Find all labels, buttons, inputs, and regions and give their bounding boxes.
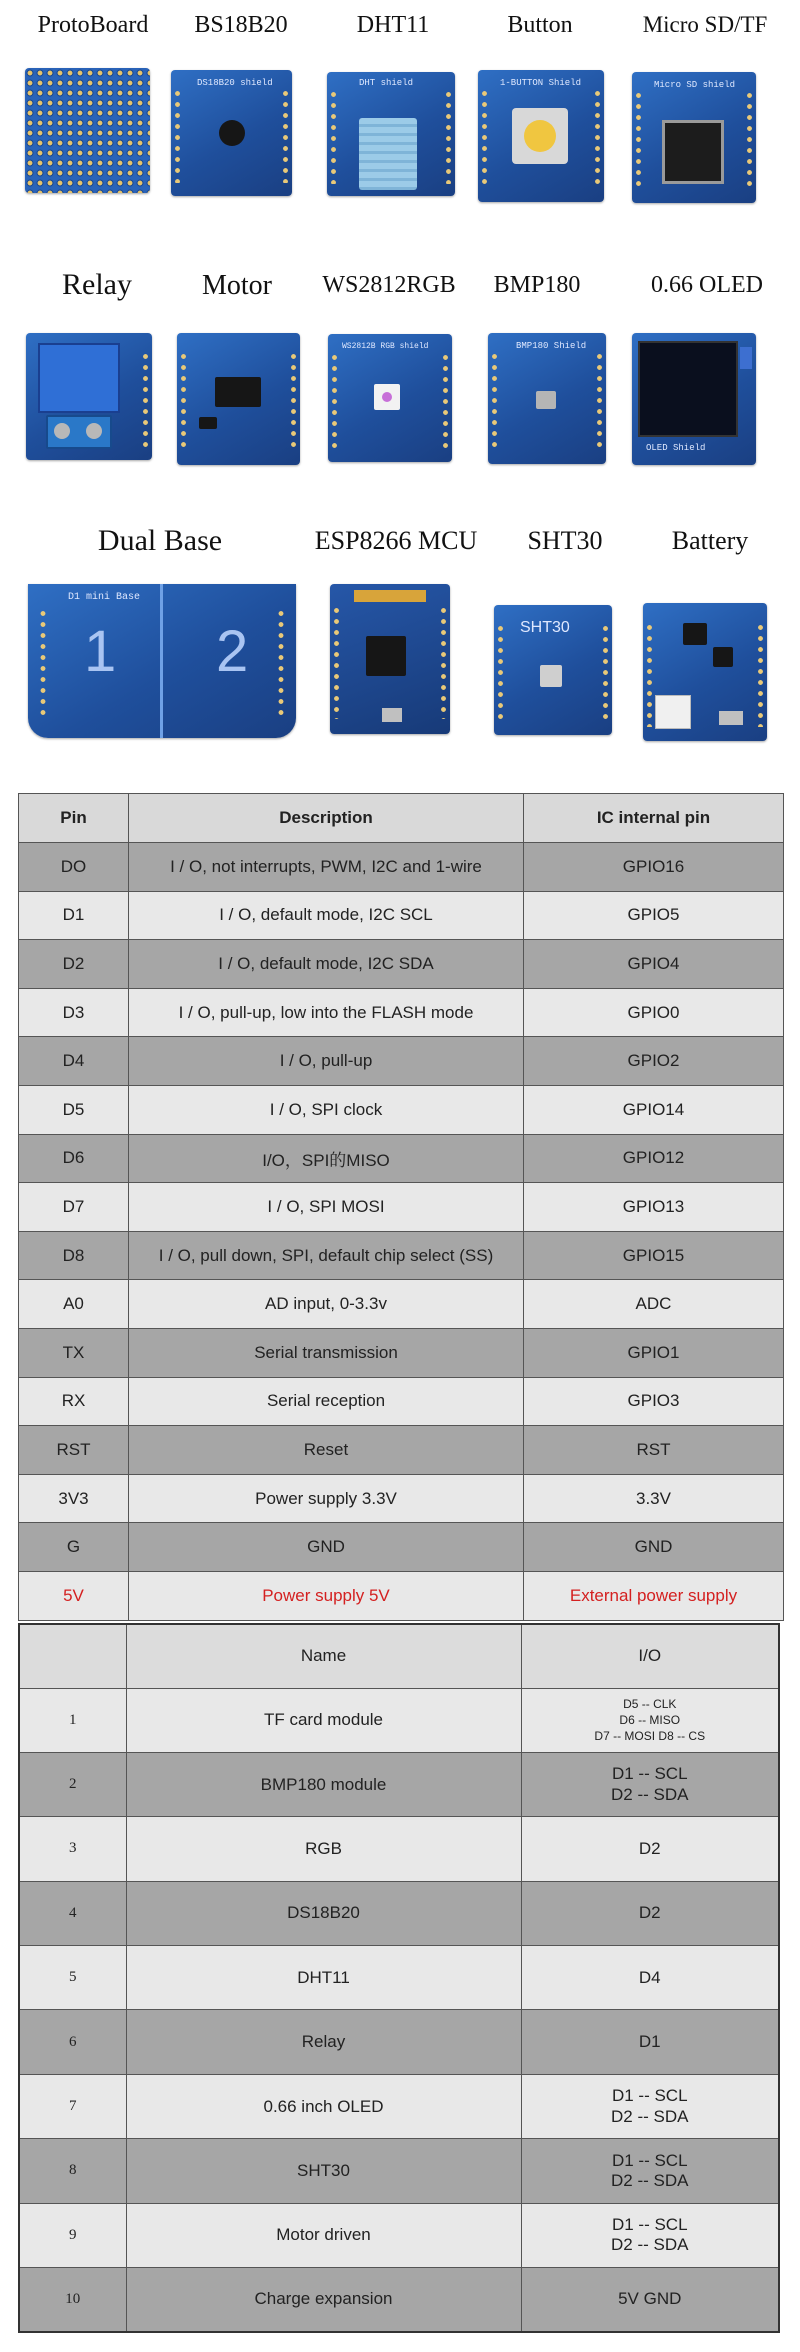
module-name-cell: RGB [126,1817,521,1881]
io-line: D7 -- MOSI D8 -- CS [594,1729,706,1744]
dht11-shield-image [327,72,455,196]
module-row [19,2074,779,2138]
module-name-cell: 0.66 inch OLED [126,2074,521,2138]
pin-cell: D5 [19,1085,129,1134]
motor-shield-image [177,333,300,465]
esp8266-image [330,584,450,734]
ic-pin-cell: GPIO0 [524,988,784,1037]
module-io-cell [521,2139,779,2203]
description-cell: I / O, pull down, SPI, default chip select (SS) [129,1231,524,1280]
pin-row [19,1037,784,1086]
io-line: D5 -- CLK [623,1696,677,1711]
io-line: 5V GND [618,2289,682,2309]
ic-pin-cell: GND [524,1523,784,1572]
ic-pin-cell: GPIO3 [524,1377,784,1426]
sht-silk: SHT30 [520,619,570,636]
description-cell: I / O, pull-up [129,1037,524,1086]
pin-cell: D4 [19,1037,129,1086]
title-button: Button [507,12,573,38]
header-number [19,1624,126,1688]
pin-cell: D6 [19,1134,129,1183]
micro-sd-shield-image [632,72,756,203]
pin-table [18,793,784,1621]
sd-silk: Micro SD shield [654,80,736,90]
module-row [19,2010,779,2074]
module-row [19,1946,779,2010]
io-line: D2 -- SDA [611,2170,689,2190]
description-cell: I / O, default mode, I2C SCL [129,891,524,940]
pin-cell: A0 [19,1280,129,1329]
io-line: D2 [638,1838,661,1858]
io-line: D1 [638,2031,661,2051]
pin-row [19,1280,784,1329]
header-io: I/O [521,1624,779,1688]
module-name-cell: Charge expansion [126,2268,521,2332]
description-cell: I / O, not interrupts, PWM, I2C and 1-wire [129,843,524,892]
oled-shield-image [632,333,756,465]
ws2812-shield-image [328,334,452,462]
module-number-cell: 3 [19,1817,126,1881]
ic-pin-cell: ADC [524,1280,784,1329]
pin-cell: D2 [19,940,129,989]
module-number-cell: 9 [19,2203,126,2267]
pin-row [19,843,784,892]
module-name-cell: Motor driven [126,2203,521,2267]
ic-pin-cell: GPIO15 [524,1231,784,1280]
dht-silk: DHT shield [359,78,414,88]
title-battery: Battery [671,526,749,555]
module-name-cell: DHT11 [126,1946,521,2010]
relay-shield-image [26,333,152,460]
module-name-cell: Relay [126,2010,521,2074]
module-io-cell [521,1946,779,2010]
module-row [19,2139,779,2203]
title-esp8266: ESP8266 MCU [314,526,478,555]
pin-cell: 5V [19,1571,129,1620]
pin-row [19,1183,784,1232]
pin-cell: D1 [19,891,129,940]
pin-row [19,1377,784,1426]
io-line: D2 [638,1903,661,1923]
base-label-1: 1 [84,619,117,684]
pin-row [19,1426,784,1475]
title-ws2812rgb: WS2812RGB [322,272,456,298]
ds18b20-shield-image [171,70,292,196]
rgb-silk: WS2812B RGB shield [342,342,429,351]
io-line: D2 -- SDA [611,1784,689,1804]
io-line: D1 -- SCL [611,2086,688,2106]
module-name-cell: TF card module [126,1688,521,1752]
module-number-cell: 7 [19,2074,126,2138]
module-number-cell: 5 [19,1946,126,2010]
description-cell: I/O，SPI的MISO [129,1134,524,1183]
io-line: D4 [638,1967,661,1987]
title-dht11: DHT11 [356,12,430,38]
module-row [19,2268,779,2332]
module-io-cell [521,2074,779,2138]
oled-silk: OLED Shield [646,443,706,453]
title-bmp180: BMP180 [493,272,581,298]
button-shield-image [478,70,604,202]
description-cell: Serial transmission [129,1328,524,1377]
ic-pin-cell: GPIO4 [524,940,784,989]
module-io-cell [521,2203,779,2267]
button-silk: 1-BUTTON Shield [500,78,582,88]
ic-pin-cell: GPIO13 [524,1183,784,1232]
description-cell: I / O, SPI MOSI [129,1183,524,1232]
module-number-cell: 1 [19,1688,126,1752]
module-name-cell: BMP180 module [126,1752,521,1816]
dual-base-image [28,584,296,738]
module-row [19,1752,779,1816]
description-cell: Serial reception [129,1377,524,1426]
pin-row [19,1231,784,1280]
bmp-silk: BMP180 Shield [516,341,587,351]
pin-cell: DO [19,843,129,892]
description-cell: Power supply 5V [129,1571,524,1620]
io-line: D1 -- SCL [611,2214,688,2234]
description-cell: Reset [129,1426,524,1475]
module-name-cell: SHT30 [126,2139,521,2203]
io-line: D6 -- MISO [619,1713,681,1728]
module-row [19,2203,779,2267]
io-line: D2 -- SDA [611,2106,689,2126]
description-cell: I / O, SPI clock [129,1085,524,1134]
description-cell: I / O, pull-up, low into the FLASH mode [129,988,524,1037]
io-line: D2 -- SDA [611,2235,689,2255]
ic-pin-cell: 3.3V [524,1474,784,1523]
module-io-cell [521,1688,779,1752]
pin-row [19,940,784,989]
dualbase-silk: D1 mini Base [68,592,141,603]
pin-row [19,988,784,1037]
io-line: D1 -- SCL [611,2150,688,2170]
pin-cell: D7 [19,1183,129,1232]
title-relay: Relay [62,268,132,301]
ic-pin-cell: GPIO1 [524,1328,784,1377]
module-number-cell: 10 [19,2268,126,2332]
pin-row [19,1523,784,1572]
pin-row [19,1571,784,1620]
pin-cell: D8 [19,1231,129,1280]
pin-cell: D3 [19,988,129,1037]
module-number-cell: 8 [19,2139,126,2203]
shield-gallery [0,0,800,780]
pin-table-header [19,794,784,843]
pin-cell: TX [19,1328,129,1377]
protoboard-image [25,68,150,193]
module-number-cell: 4 [19,1881,126,1945]
title-micro-sd: Micro SD/TF [642,12,768,37]
module-table [18,1623,780,2333]
title-oled: 0.66 OLED [651,272,763,298]
pin-cell: RX [19,1377,129,1426]
bmp180-shield-image [488,333,606,464]
header-name: Name [126,1624,521,1688]
description-cell: AD input, 0-3.3v [129,1280,524,1329]
pin-row [19,1134,784,1183]
io-line: D1 -- SCL [611,1764,688,1784]
ic-pin-cell: GPIO2 [524,1037,784,1086]
title-motor: Motor [202,270,272,301]
pin-row [19,1474,784,1523]
description-cell: Power supply 3.3V [129,1474,524,1523]
module-number-cell: 6 [19,2010,126,2074]
ic-pin-cell: RST [524,1426,784,1475]
module-io-cell [521,1752,779,1816]
description-cell: I / O, default mode, I2C SDA [129,940,524,989]
title-dual-base: Dual Base [97,524,223,557]
module-io-cell [521,1817,779,1881]
module-io-cell [521,2010,779,2074]
pin-cell: 3V3 [19,1474,129,1523]
header-pin: Pin [19,794,129,843]
module-number-cell: 2 [19,1752,126,1816]
module-row [19,1688,779,1752]
module-io-cell [521,2268,779,2332]
ic-pin-cell: GPIO14 [524,1085,784,1134]
module-name-cell: DS18B20 [126,1881,521,1945]
module-io-cell [521,1881,779,1945]
description-cell: GND [129,1523,524,1572]
ds18b20-silk: DS18B20 shield [197,78,273,88]
header-description: Description [129,794,524,843]
pin-row [19,891,784,940]
ic-pin-cell: GPIO16 [524,843,784,892]
module-table-header [19,1624,779,1688]
header-ic-pin: IC internal pin [524,794,784,843]
title-sht30: SHT30 [527,526,603,555]
title-protoboard: ProtoBoard [37,12,149,38]
ic-pin-cell: External power supply [524,1571,784,1620]
battery-shield-image [643,603,767,741]
pin-cell: G [19,1523,129,1572]
pin-row [19,1085,784,1134]
sht30-shield-image [494,605,612,735]
ic-pin-cell: GPIO5 [524,891,784,940]
pin-cell: RST [19,1426,129,1475]
pin-row [19,1328,784,1377]
module-row [19,1817,779,1881]
title-ds18b20: BS18B20 [194,12,288,38]
base-label-2: 2 [216,619,249,684]
module-row [19,1881,779,1945]
ic-pin-cell: GPIO12 [524,1134,784,1183]
